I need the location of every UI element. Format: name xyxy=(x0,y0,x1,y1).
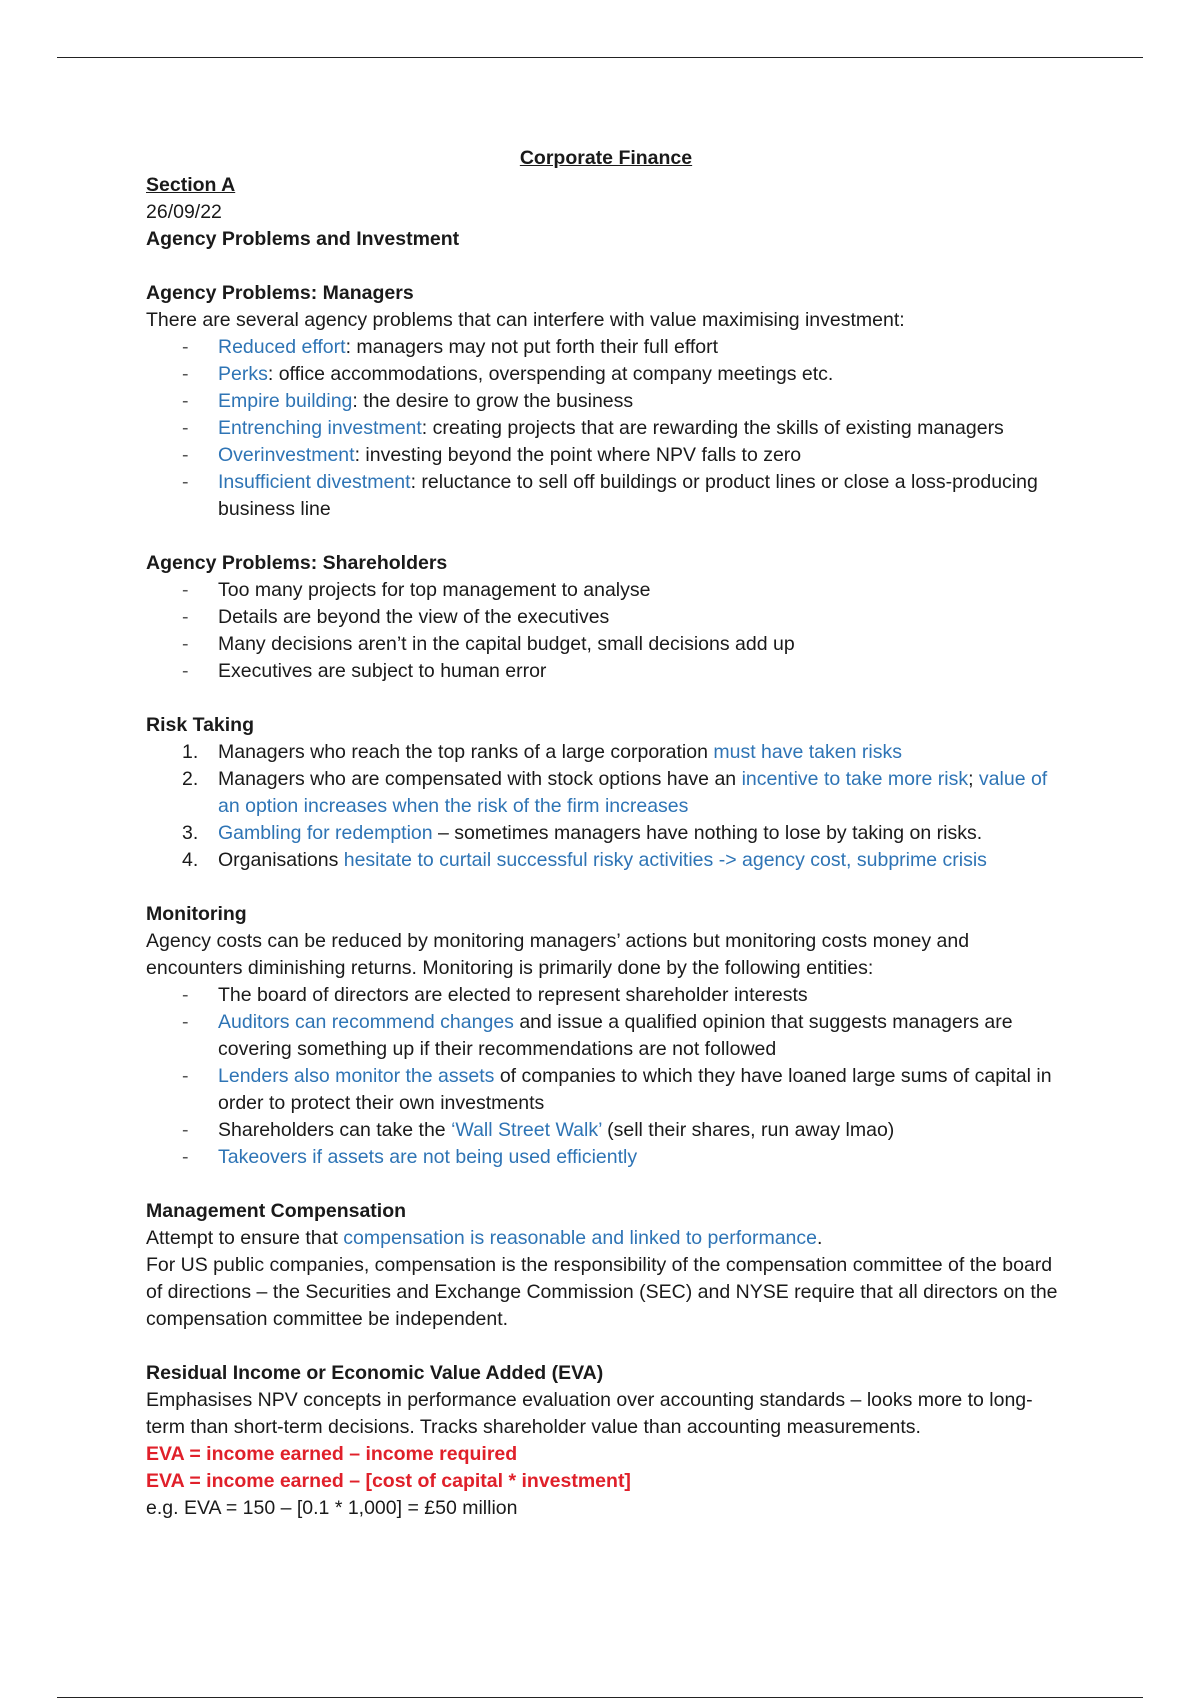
monitoring-list xyxy=(146,982,1066,1171)
list-item: - The board of directors are elected to represent shareholder interests xyxy=(182,984,808,1006)
monitoring-intro: Agency costs can be reduced by monitoring managers’ actions but monitoring costs money and encounters diminishing returns. Monitoring is primarily done by the following entities: xyxy=(146,930,970,979)
compensation-paragraph: For US public companies, compensation is the responsibility of the compensation committee of the board of directions – the Securities and Exchange Commission (SEC) and NYSE require that all directors on the compensation committee be independent. xyxy=(146,1254,1058,1330)
eva-paragraph: Emphasises NPV concepts in performance evaluation over accounting standards – looks more to long-term than short-term decisions. Tracks shareholder value than accounting measurements. xyxy=(146,1389,1033,1438)
list-item: 1. Managers who reach the top ranks of a large corporation must have taken risks xyxy=(182,741,902,763)
document-title: Corporate Finance xyxy=(519,147,693,169)
eva-formula-2: EVA = income earned – [cost of capital * investment] xyxy=(146,1470,631,1492)
list-item: - Shareholders can take the ‘Wall Street Walk’ (sell their shares, run away lmao) xyxy=(182,1119,895,1141)
list-item: - Empire building: the desire to grow the business xyxy=(182,390,634,412)
monitoring-heading: Monitoring xyxy=(146,903,247,925)
list-item: 4. Organisations hesitate to curtail successful risky activities -> agency cost, subprime crisis xyxy=(182,849,987,871)
list-item: - Perks: office accommodations, overspending at company meetings etc. xyxy=(182,363,834,385)
list-item: - Too many projects for top management to analyse xyxy=(182,579,651,601)
date: 26/09/22 xyxy=(146,201,222,223)
section-label: Section A xyxy=(146,174,236,196)
risk-heading: Risk Taking xyxy=(146,714,255,736)
bottom-rule xyxy=(57,1697,1143,1698)
list-item: 3. Gambling for redemption – sometimes managers have nothing to lose by taking on risks. xyxy=(182,822,983,844)
eva-formula-1: EVA = income earned – income required xyxy=(146,1443,518,1465)
risk-list xyxy=(146,739,1066,874)
list-item: - Details are beyond the view of the executives xyxy=(182,606,610,628)
list-item: - Many decisions aren’t in the capital budget, small decisions add up xyxy=(182,633,795,655)
list-item: - Overinvestment: investing beyond the point where NPV falls to zero xyxy=(182,444,802,466)
list-item: - Entrenching investment: creating projects that are rewarding the skills of existing managers xyxy=(182,417,1004,439)
managers-list xyxy=(146,334,1066,523)
compensation-heading: Management Compensation xyxy=(146,1200,407,1222)
document-page xyxy=(146,144,1066,1522)
list-item: - Auditors can recommend changes and issue a qualified opinion that suggests managers are covering something up if their recommendations are not followed xyxy=(182,1011,1013,1060)
topic-heading: Agency Problems and Investment xyxy=(146,228,460,250)
shareholders-list xyxy=(146,577,1066,685)
list-item: - Reduced effort: managers may not put forth their full effort xyxy=(182,336,719,358)
managers-heading: Agency Problems: Managers xyxy=(146,282,414,304)
list-item: - Lenders also monitor the assets of companies to which they have loaned large sums of capital in order to protect their own investments xyxy=(182,1065,1052,1114)
eva-example: e.g. EVA = 150 – [0.1 * 1,000] = £50 million xyxy=(146,1497,518,1519)
shareholders-heading: Agency Problems: Shareholders xyxy=(146,552,448,574)
top-rule xyxy=(57,57,1143,58)
list-item: - Insufficient divestment: reluctance to sell off buildings or product lines or close a loss-producing business line xyxy=(182,471,1038,520)
compensation-line: Attempt to ensure that compensation is reasonable and linked to performance. xyxy=(146,1227,823,1249)
list-item: - Executives are subject to human error xyxy=(182,660,547,682)
list-item: - Takeovers if assets are not being used efficiently xyxy=(182,1146,638,1168)
eva-heading: Residual Income or Economic Value Added (EVA) xyxy=(146,1362,604,1384)
list-item: 2. Managers who are compensated with stock options have an incentive to take more risk; value of an option increases when the risk of the firm increases xyxy=(182,768,1048,817)
managers-intro: There are several agency problems that can interfere with value maximising investment: xyxy=(146,309,905,331)
